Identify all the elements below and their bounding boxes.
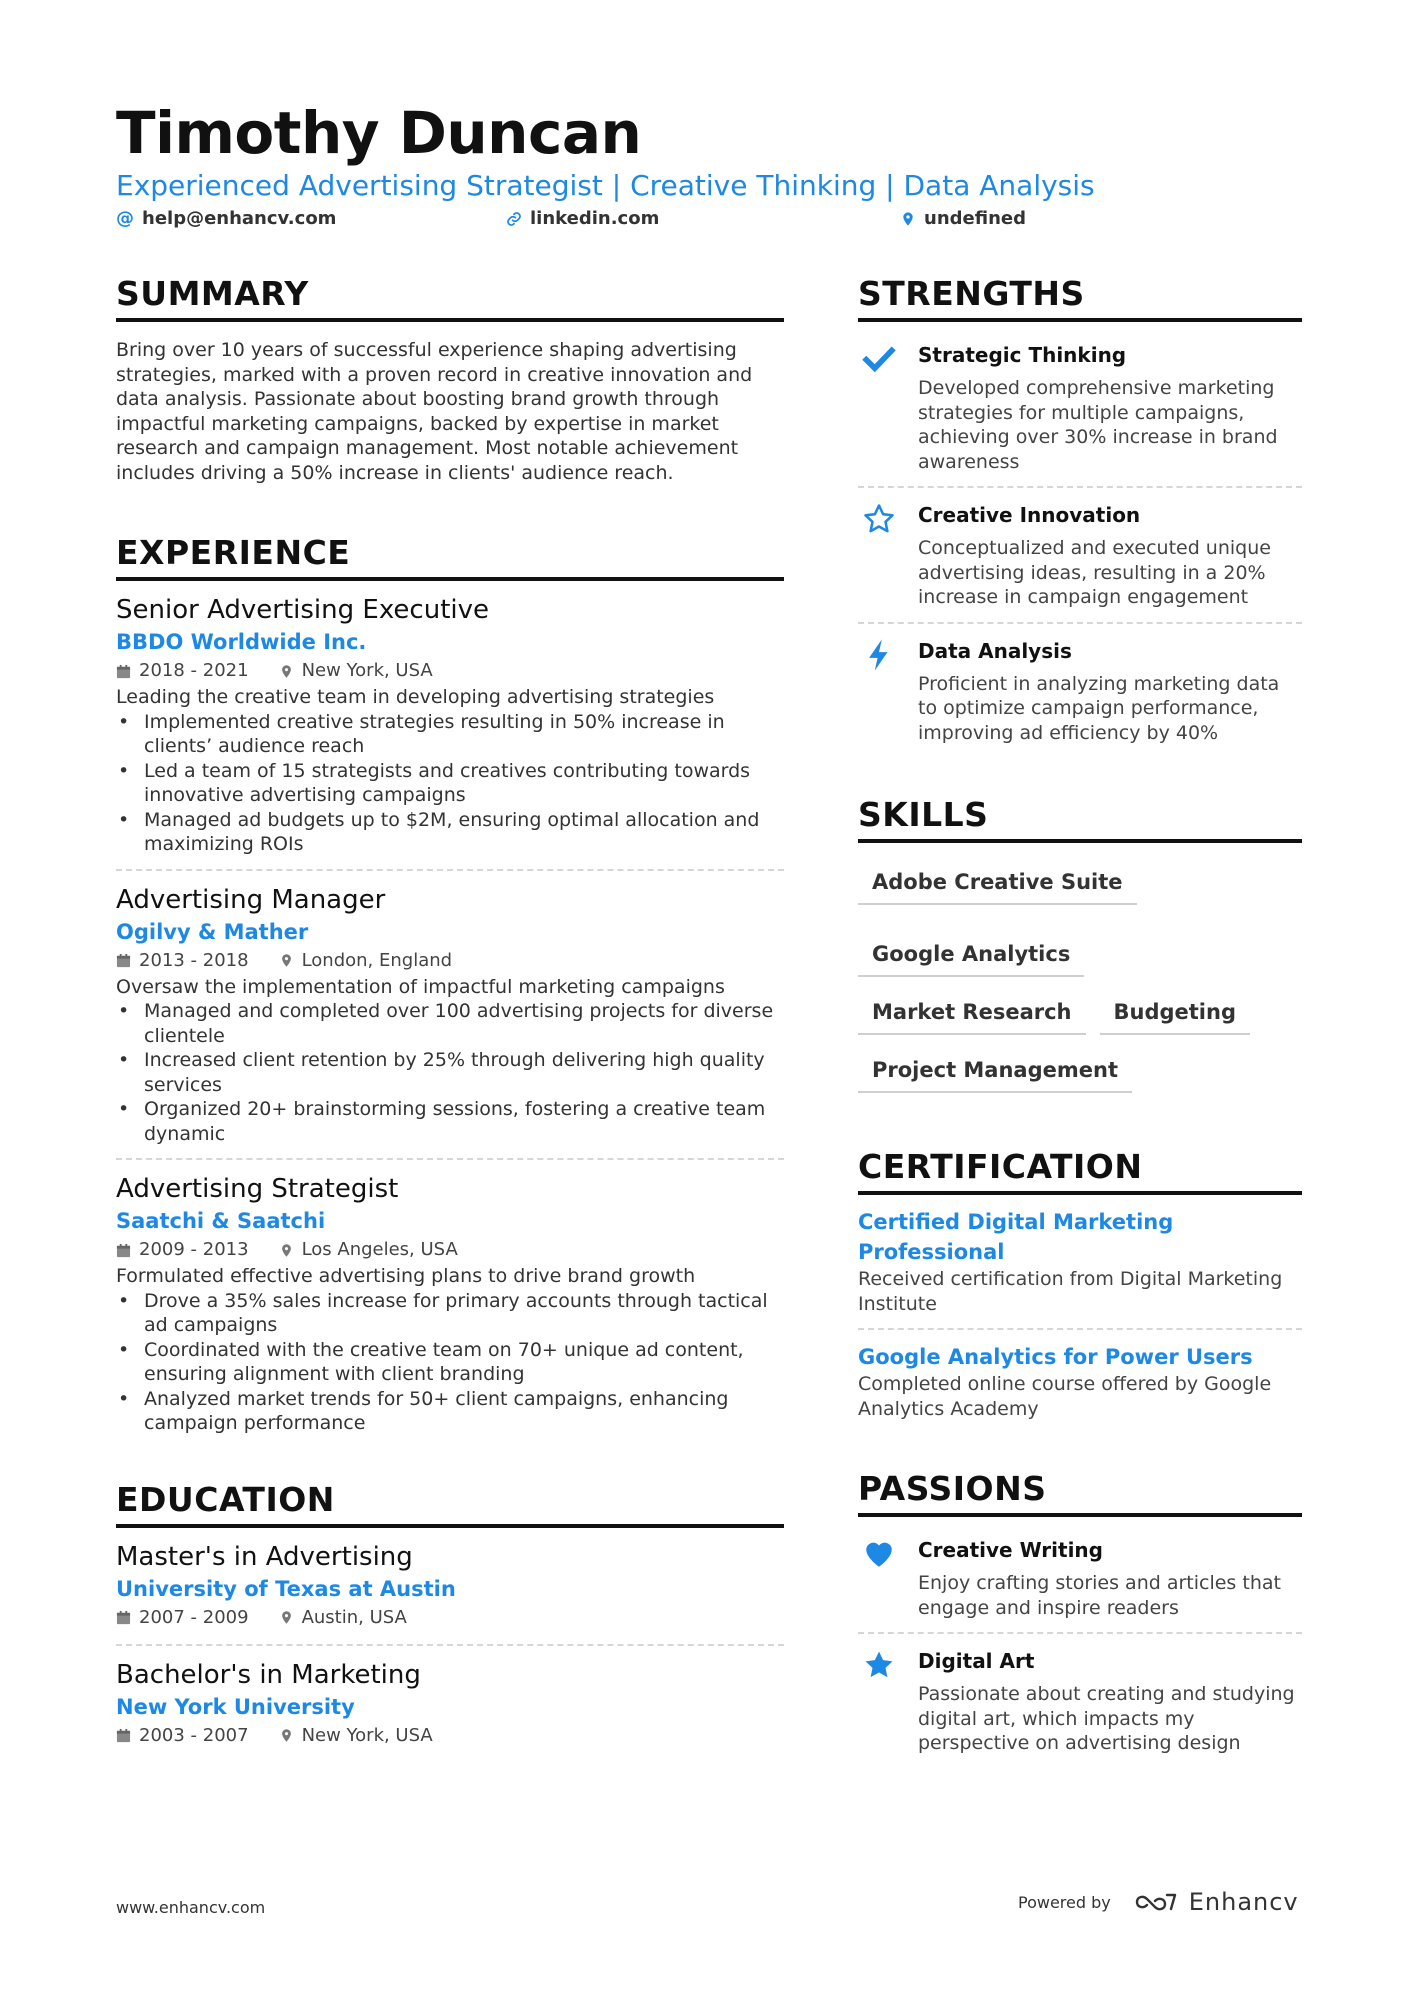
right-column — [858, 270, 1302, 1756]
education-item — [116, 1540, 784, 1632]
lightning-icon — [862, 638, 896, 672]
footer-website[interactable]: www.enhancv.com — [116, 1898, 266, 1917]
brand-logo[interactable] — [1133, 1888, 1299, 1916]
job-description: Leading the creative team in developing advertising strategies — [116, 686, 715, 708]
company-name: Saatchi & Saatchi — [116, 1209, 326, 1233]
at-icon: @ — [116, 208, 134, 229]
star-filled-icon — [862, 1648, 896, 1682]
heart-icon — [862, 1537, 896, 1571]
job-location: Los Angeles, USA — [301, 1239, 458, 1260]
location-pin-icon — [279, 664, 294, 679]
brand-name: Enhancv — [1188, 1888, 1299, 1916]
left-column — [116, 270, 784, 1750]
email-text: help@enhancv.com — [142, 208, 337, 229]
skill-tag: Budgeting — [1100, 991, 1250, 1035]
summary-text: Bring over 10 years of successful experience shaping advertising strategies, marked with a proven record in creative innovation and data analysis. Passionate about boosting brand growth through impactful marketing campaigns, backed by expertise in market research and campaign management. Most notable achievement includes driving a 50% increase in clients' audience reach. — [116, 339, 753, 484]
contact-email[interactable] — [116, 208, 336, 229]
strength-description: Proficient in analyzing marketing data to optimize campaign performance, improving ad efficiency by 40% — [918, 672, 1280, 744]
job-dates: 2009 - 2013 — [139, 1239, 249, 1260]
linkedin-text: linkedin.com — [530, 208, 660, 229]
contact-bar — [116, 208, 1306, 234]
calendar-icon — [116, 953, 131, 968]
contact-linkedin[interactable] — [506, 208, 659, 229]
skill-tag: Google Analytics — [858, 933, 1084, 977]
experience-item — [116, 1172, 784, 1436]
education-item — [116, 1658, 784, 1750]
certification-name: Certified Digital Marketing Professional — [858, 1210, 1174, 1264]
job-description: Formulated effective advertising plans to drive brand growth — [116, 1265, 696, 1287]
divider — [116, 869, 784, 871]
certification-item — [858, 1207, 1302, 1316]
skills-list — [858, 861, 1302, 1093]
certification-section — [858, 1143, 1302, 1421]
strength-title: Creative Innovation — [918, 503, 1141, 527]
school-name: New York University — [116, 1694, 355, 1719]
divider — [116, 1644, 784, 1646]
passion-title: Digital Art — [918, 1649, 1035, 1673]
education-meta — [116, 1604, 784, 1632]
certification-name: Google Analytics for Power Users — [858, 1345, 1253, 1369]
experience-title: EXPERIENCE — [116, 529, 784, 581]
strength-description: Developed comprehensive marketing strategies for multiple campaigns, achieving over 30% increase in brand awareness — [918, 377, 1278, 473]
summary-section — [116, 270, 784, 485]
passion-description: Enjoy crafting stories and articles that engage and inspire readers — [918, 1572, 1281, 1619]
job-title: Senior Advertising Executive — [116, 595, 489, 625]
strength-title: Data Analysis — [918, 638, 1072, 663]
degree: Master's in Advertising — [116, 1541, 413, 1572]
calendar-icon — [116, 1243, 131, 1258]
certification-description: Completed online course offered by Google Analytics Academy — [858, 1373, 1272, 1420]
job-location: New York, USA — [301, 660, 433, 681]
link-icon — [506, 211, 522, 227]
job-bullets — [116, 1289, 784, 1436]
education-title: EDUCATION — [116, 1476, 784, 1528]
divider — [858, 1328, 1302, 1330]
job-title: Advertising Strategist — [116, 1174, 399, 1204]
education-location: New York, USA — [301, 1724, 433, 1746]
strength-item — [858, 500, 1302, 610]
certification-item — [858, 1342, 1302, 1421]
job-bullet: • Managed ad budgets up to $2M, ensuring optimal allocation and maximizing ROIs — [116, 808, 784, 857]
calendar-icon — [116, 1610, 131, 1625]
headline: Experienced Advertising Strategist | Creative Thinking | Data Analysis — [116, 169, 1095, 202]
passion-description: Passionate about creating and studying digital art, which impacts my perspective on advertising design — [918, 1683, 1295, 1754]
check-icon — [862, 342, 896, 376]
job-bullets — [116, 710, 784, 857]
location-pin-icon — [900, 211, 916, 227]
divider — [858, 486, 1302, 488]
job-bullets — [116, 999, 784, 1146]
job-meta — [116, 947, 784, 975]
contact-location — [900, 208, 1026, 229]
job-bullet: • Organized 20+ brainstorming sessions, fostering a creative team dynamic — [116, 1097, 784, 1146]
certification-title: CERTIFICATION — [858, 1143, 1302, 1195]
enhancv-logo-icon — [1133, 1890, 1179, 1914]
education-location: Austin, USA — [301, 1606, 407, 1628]
star-outline-icon — [862, 502, 896, 536]
job-dates: 2013 - 2018 — [139, 949, 249, 971]
strength-item — [858, 340, 1302, 474]
divider — [858, 1632, 1302, 1634]
location-text: undefined — [924, 208, 1026, 229]
job-meta — [116, 657, 784, 685]
location-pin-icon — [279, 953, 294, 968]
certification-description: Received certification from Digital Marketing Institute — [858, 1268, 1283, 1315]
skill-tag: Adobe Creative Suite — [858, 861, 1137, 905]
company-name: Ogilvy & Mather — [116, 919, 309, 944]
education-dates: 2007 - 2009 — [139, 1606, 249, 1628]
job-meta — [116, 1236, 784, 1264]
passions-title: PASSIONS — [858, 1465, 1302, 1517]
job-bullet: • Increased client retention by 25% through delivering high quality services — [116, 1048, 784, 1097]
calendar-icon — [116, 664, 131, 679]
powered-by-label: Powered by — [1018, 1892, 1111, 1912]
job-bullet: • Managed and completed over 100 advertising projects for diverse clientele — [116, 999, 784, 1048]
job-bullet: • Drove a 35% sales increase for primary accounts through tactical ad campaigns — [116, 1289, 784, 1338]
strength-item — [858, 636, 1302, 746]
job-dates: 2018 - 2021 — [139, 660, 249, 681]
calendar-icon — [116, 1728, 131, 1743]
location-pin-icon — [279, 1243, 294, 1258]
passion-item — [858, 1535, 1302, 1620]
education-dates: 2003 - 2007 — [139, 1724, 249, 1746]
job-location: London, England — [301, 949, 453, 971]
experience-item — [116, 883, 784, 1147]
degree: Bachelor's in Marketing — [116, 1659, 421, 1690]
passion-item — [858, 1646, 1302, 1756]
footer-powered — [1018, 1888, 1299, 1916]
skill-tag: Project Management — [858, 1049, 1132, 1093]
strengths-section — [858, 270, 1302, 745]
education-section — [116, 1476, 784, 1750]
candidate-name: Timothy Duncan — [116, 99, 642, 167]
divider — [116, 1158, 784, 1160]
summary-title: SUMMARY — [116, 270, 784, 322]
skill-tag: Market Research — [858, 991, 1086, 1035]
strength-description: Conceptualized and executed unique advertising ideas, resulting in a 20% increase in campaign engagement — [918, 537, 1271, 608]
job-bullet: • Analyzed market trends for 50+ client campaigns, enhancing campaign performance — [116, 1387, 784, 1436]
job-bullet: • Coordinated with the creative team on 70+ unique ad content, ensuring alignment with client branding — [116, 1338, 784, 1387]
job-description: Oversaw the implementation of impactful marketing campaigns — [116, 975, 725, 998]
passion-title: Creative Writing — [918, 1538, 1103, 1562]
skills-section — [858, 791, 1302, 1093]
location-pin-icon — [279, 1728, 294, 1743]
job-bullet: • Implemented creative strategies resulting in 50% increase in clients’ audience reach — [116, 710, 784, 759]
school-name: University of Texas at Austin — [116, 1576, 456, 1601]
company-name: BBDO Worldwide Inc. — [116, 630, 367, 654]
job-bullet: • Led a team of 15 strategists and creatives contributing towards innovative advertising campaigns — [116, 759, 784, 808]
strength-title: Strategic Thinking — [918, 343, 1127, 367]
passions-section — [858, 1465, 1302, 1756]
education-meta — [116, 1722, 784, 1750]
skills-title: SKILLS — [858, 791, 1302, 843]
experience-item — [116, 593, 784, 857]
divider — [858, 622, 1302, 624]
job-title: Advertising Manager — [116, 884, 386, 915]
experience-section — [116, 529, 784, 1436]
strengths-title: STRENGTHS — [858, 270, 1302, 322]
location-pin-icon — [279, 1610, 294, 1625]
